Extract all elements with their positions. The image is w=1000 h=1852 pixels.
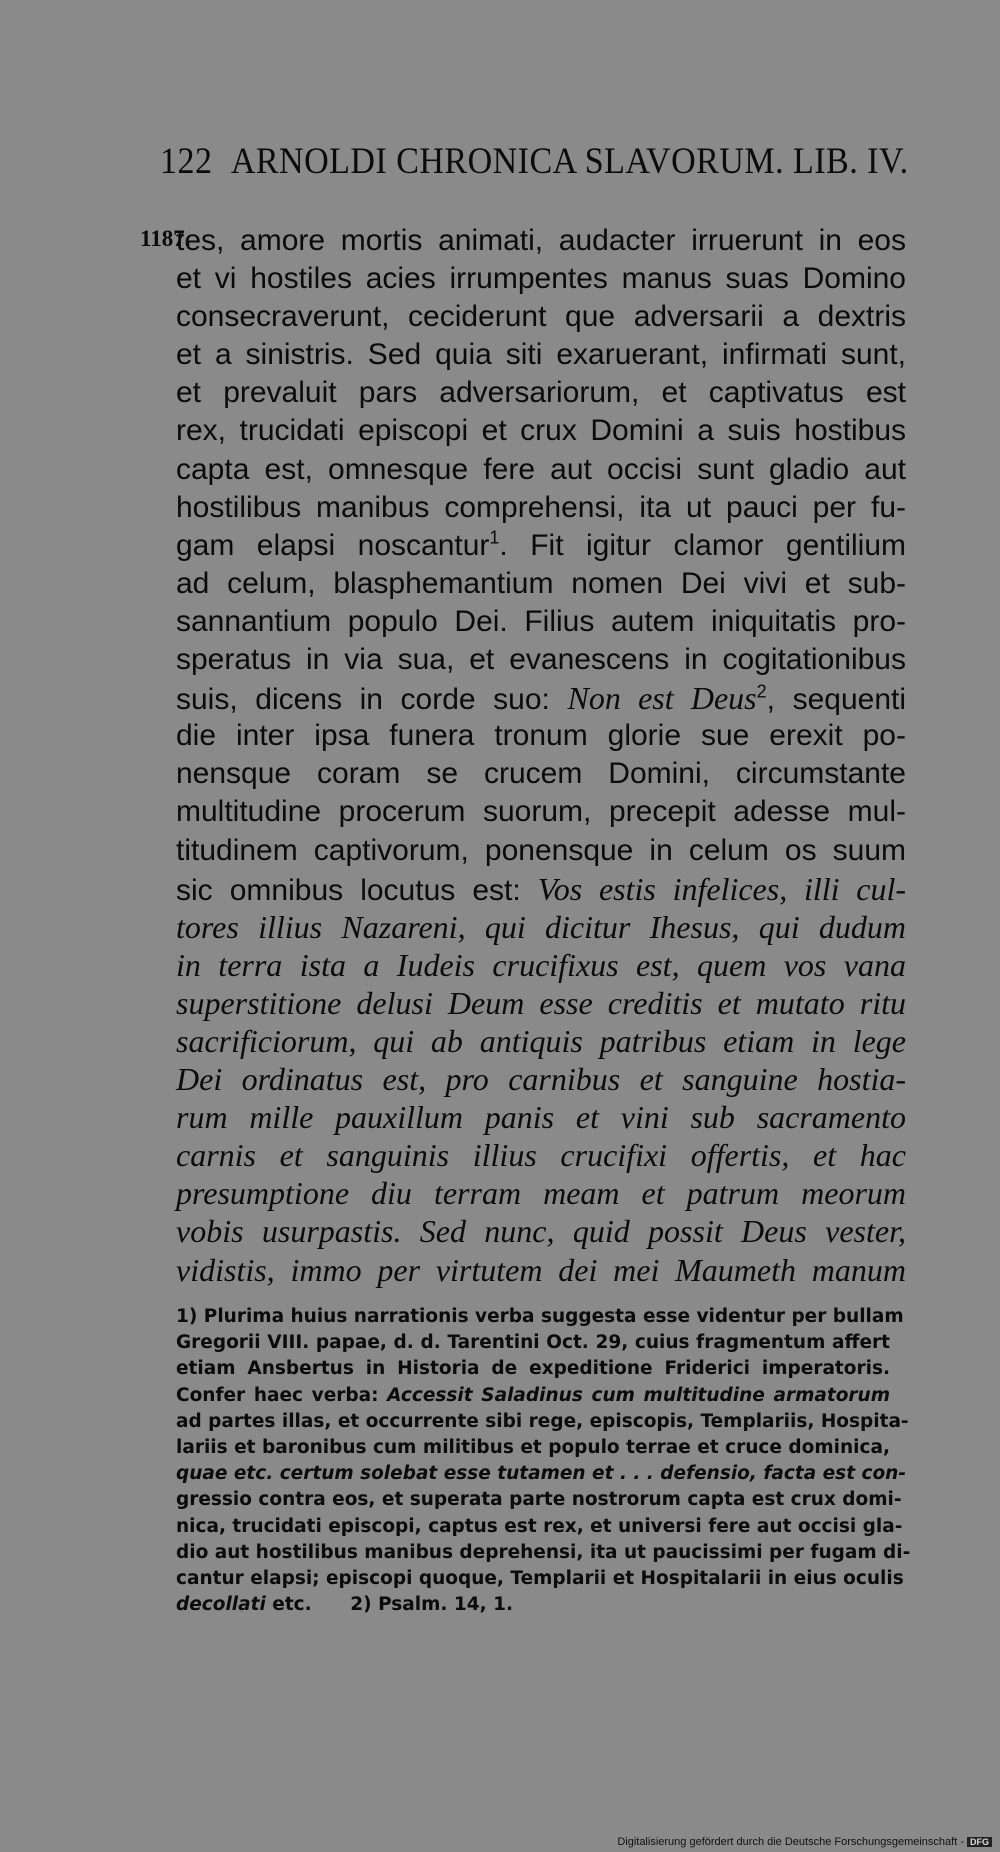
italic-quote: Non est Deus: [567, 680, 757, 717]
footnote-line-italic: nica, trucidati episcopi, captus est rex, et universi fere aut occisi gla-: [176, 1515, 903, 1537]
footnote-line-italic: cantur elapsi; episcopi quoque, Templarii et Hospitalarii in eius oculis: [176, 1567, 904, 1589]
page-number: 122: [160, 141, 213, 182]
footnote-line: Gregorii VIII. papae, d. d. Tarentini Oct. 29, cuius fragmentum affert: [176, 1332, 890, 1354]
main-text: [176, 222, 906, 1289]
footnote-line-italic: dio aut hostilibus manibus deprehensi, ita ut paucissimi per fugam di-: [176, 1541, 911, 1563]
text-line: [176, 870, 906, 908]
italic-quote: quae etc.: [176, 1463, 280, 1485]
italic-quote: certum solebat esse tutamen et . . . defensio, facta est con-: [279, 1463, 906, 1485]
text-line-italic: Dei ordinatus est, pro carnibus et sanguine hostia-: [176, 1061, 906, 1098]
italic-quote: Vos estis infelices, illi cul-: [537, 870, 906, 907]
footnotes: [176, 1304, 911, 1618]
text-line: et a sinistris. Sed quia siti exaruerant, infirmati sunt,: [176, 338, 906, 372]
text-segment: Confer haec verba:: [176, 1384, 388, 1406]
text-line: et vi hostiles acies irrumpentes manus suas Domino: [176, 262, 906, 296]
text-line: die inter ipsa funera tronum glorie sue erexit po-: [176, 719, 906, 753]
text-line-italic: vobis usurpastis. Sed nunc, quid possit Deus vester,: [176, 1213, 906, 1250]
text-line: hostilibus manibus comprehensi, ita ut pauci per fu-: [176, 490, 906, 524]
footnote-ref-2: 2: [756, 681, 767, 702]
text-segment: suis, dicens in corde suo:: [176, 683, 568, 717]
digitization-credit: [617, 1836, 992, 1848]
text-line: rex, trucidati episcopi et crux Domini a suis hostibus: [176, 414, 906, 448]
text-line: tes, amore mortis animati, audacter irruerunt in eos: [176, 224, 906, 257]
text-line: nensque coram se crucem Domini, circumstante: [176, 757, 906, 791]
text-line: ad celum, blasphemantium nomen Dei vivi et sub-: [176, 566, 906, 600]
footnote-line: etiam Ansbertus in Historia de expeditione Friderici imperatoris.: [176, 1358, 890, 1380]
text-segment: . Fit igitur clamor gentilium: [499, 528, 906, 562]
text-line-italic: in terra ista a Iudeis crucifixus est, quem vos vana: [176, 946, 906, 983]
text-line: sannantium populo Dei. Filius autem iniquitatis pro-: [176, 604, 906, 638]
dfg-logo: DFG: [967, 1837, 992, 1847]
text-line-italic: sacrificiorum, qui ab antiquis patribus etiam in lege: [176, 1022, 906, 1059]
italic-quote: decollati: [176, 1594, 266, 1616]
footnote-line: [176, 1461, 906, 1487]
text-line: capta est, omnesque fere aut occisi sunt gladio aut: [176, 452, 906, 486]
text-line: consecraverunt, ceciderunt que adversarii a dextris: [176, 300, 906, 334]
text-segment: , sequenti: [766, 683, 907, 717]
text-line: et prevaluit pars adversariorum, et captivatus est: [176, 376, 906, 410]
text-line: multitudine procerum suorum, precepit adesse mul-: [176, 795, 906, 829]
text-line: speratus in via sua, et evanescens in cogitationibus: [176, 643, 906, 677]
text-line-italic: carnis et sanguinis illius crucifixi offertis, et hac: [176, 1137, 906, 1174]
footnote-line-italic: gressio contra eos, et superata parte nostrorum capta est crux domi-: [176, 1489, 902, 1511]
text-line-italic: tores illius Nazareni, qui dicitur Ihesus, qui dudum: [176, 908, 906, 945]
margin-year: 1187.: [140, 226, 191, 251]
footnote-line-italic: lariis et baronibus cum militibus et populo terrae et cruce dominica,: [176, 1436, 890, 1458]
text-line-italic: rum mille pauxillum panis et vini sub sacramento: [176, 1099, 906, 1136]
italic-quote: Accessit Saladinus cum multitudine armatorum: [387, 1384, 890, 1406]
running-head: [160, 140, 909, 183]
footnote-ref-1: 1: [489, 527, 500, 548]
text-line-italic: superstitione delusi Deum esse creditis et mutato ritu: [176, 984, 906, 1021]
text-line: [176, 527, 906, 565]
text-segment: gam elapsi noscantur: [176, 528, 490, 562]
credit-text: Digitalisierung gefördert durch die Deutsche Forschungsgemeinschaft -: [617, 1836, 964, 1848]
footnote-line: 1) Plurima huius narrationis verba suggesta esse videntur per bullam: [176, 1306, 904, 1327]
text-segment: etc. 2) Psalm. 14, 1.: [265, 1594, 513, 1616]
text-line: titudinem captivorum, ponensque in celum os suum: [176, 833, 906, 867]
text-line: [176, 679, 906, 717]
footnote-line-italic: ad partes illas, et occurrente sibi rege, episcopis, Templariis, Hospita-: [176, 1410, 909, 1432]
text-segment: sic omnibus locutus est:: [176, 873, 538, 907]
text-line-italic: presumptione diu terram meam et patrum meorum: [176, 1175, 906, 1212]
text-line-italic: vidistis, immo per virtutem dei mei Maumeth manum: [176, 1251, 906, 1288]
footnote-line: [176, 1592, 890, 1618]
running-title: ARNOLDI CHRONICA SLAVORUM. LIB. IV.: [230, 141, 909, 182]
footnote-line: [176, 1383, 890, 1409]
